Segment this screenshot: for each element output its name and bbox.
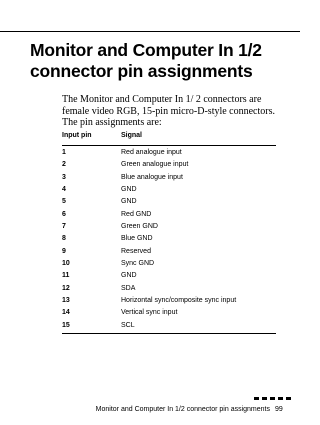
pin-number: 9 <box>62 247 66 255</box>
table-row <box>62 184 276 196</box>
table-row <box>62 246 276 258</box>
pin-number: 11 <box>62 272 70 280</box>
header-signal: Signal <box>121 132 143 139</box>
table-bottom-rule <box>62 333 276 334</box>
header-rule <box>0 31 300 32</box>
pin-signal: Blue analogue input <box>121 173 183 181</box>
pin-table <box>62 132 276 334</box>
table-row <box>62 233 276 245</box>
table-row <box>62 172 276 184</box>
pin-signal: Green analogue input <box>121 161 189 169</box>
pin-signal: Green GND <box>121 222 158 230</box>
pin-signal: Reserved <box>121 247 151 255</box>
table-row <box>62 283 276 295</box>
pin-number: 3 <box>62 173 66 181</box>
table-row <box>62 320 276 332</box>
pin-number: 10 <box>62 259 70 267</box>
pin-signal: GND <box>121 272 137 280</box>
page-title: Monitor and Computer In 1/2 connector pin assignments <box>30 40 262 81</box>
table-row <box>62 209 276 221</box>
table-row <box>62 159 276 171</box>
header-input-pin: Input pin <box>62 132 92 139</box>
pin-number: 6 <box>62 210 66 218</box>
pin-signal: Red analogue input <box>121 149 182 156</box>
pin-signal: Red GND <box>121 210 152 218</box>
pin-signal: Sync GND <box>121 259 155 267</box>
table-row <box>62 307 276 319</box>
pin-number: 12 <box>62 284 70 292</box>
table-row <box>62 147 276 159</box>
table-row <box>62 295 276 307</box>
table-row <box>62 258 276 270</box>
pin-signal: SDA <box>121 284 136 292</box>
pin-signal: Blue GND <box>121 235 153 243</box>
pin-signal: Vertical sync input <box>121 309 178 317</box>
pin-number: 15 <box>62 321 70 329</box>
pin-signal: Horizontal sync/composite sync input <box>121 296 237 304</box>
pin-number: 1 <box>62 149 66 156</box>
pin-number: 7 <box>62 222 66 230</box>
table-row <box>62 221 276 233</box>
pin-number: 4 <box>62 185 66 193</box>
pin-signal: GND <box>121 198 137 206</box>
table-row <box>62 196 276 208</box>
pin-number: 14 <box>62 309 70 317</box>
pin-signal: SCL <box>121 321 135 329</box>
running-footer: Monitor and Computer In 1/2 connector pin assignments <box>95 406 270 413</box>
page-number: 99 <box>275 406 283 413</box>
pin-signal: GND <box>121 185 137 193</box>
pin-number: 5 <box>62 198 66 206</box>
table-header <box>62 132 276 145</box>
pin-number: 13 <box>62 296 70 304</box>
pin-number: 8 <box>62 235 66 243</box>
table-row <box>62 270 276 282</box>
intro-paragraph: The Monitor and Computer In 1/ 2 connectors are female video RGB, 15-pin micro-D-style connectors. The pin assignments are: <box>62 94 275 128</box>
table-body <box>62 146 276 332</box>
pin-number: 2 <box>62 161 66 169</box>
footer-marks-icon <box>254 397 294 401</box>
